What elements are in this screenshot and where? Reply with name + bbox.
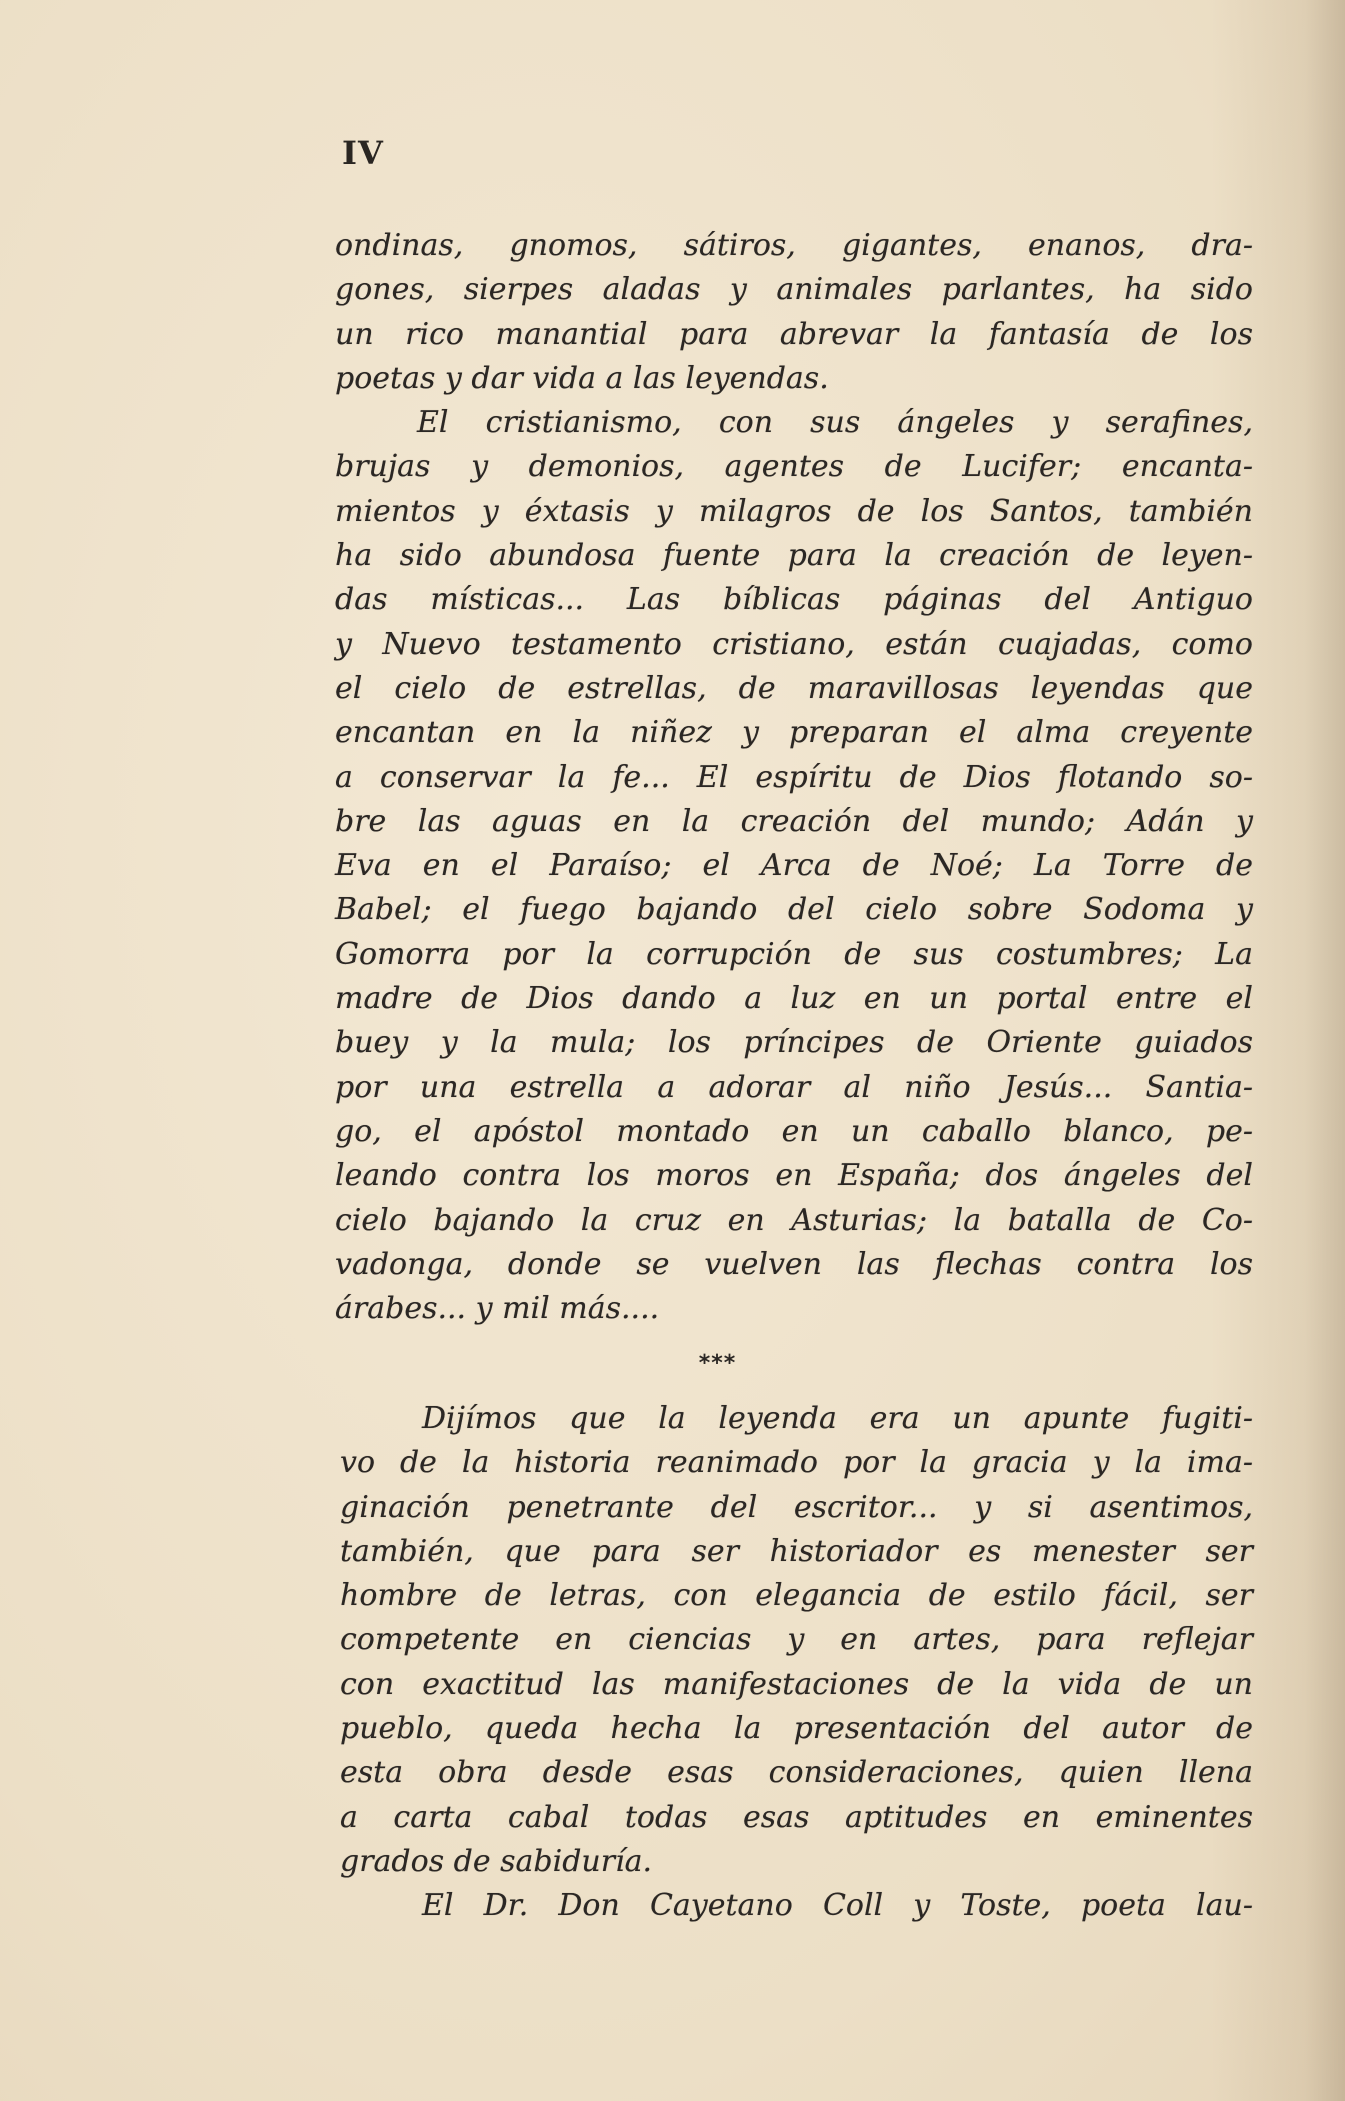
text-line: El Dr. Don Cayetano Coll y Toste, poeta lau- [422,1888,1253,1924]
text-line: ginación penetrante del escritor... y si asentimos, [340,1489,1253,1525]
text-line: buey y la mula; los príncipes de Oriente guiados [335,1025,1253,1061]
text-line: El cristianismo, con sus ángeles y serafines, [417,405,1253,441]
text-line: Dijímos que la leyenda era un apunte fugiti- [422,1401,1253,1436]
text-line: competente en ciencias y en artes, para reflejar [340,1622,1253,1658]
text-line: cielo bajando la cruz en Asturias; la batalla de Co- [335,1202,1253,1238]
text-line: vadonga, donde se vuelven las flechas contra los [335,1246,1253,1282]
text-line: ha sido abundosa fuente para la creación de leyen- [335,538,1253,574]
page-number: IV [342,134,384,172]
text-line: mientos y éxtasis y milagros de los Santos, también [335,493,1253,529]
text-line: también, que para ser historiador es menester ser [340,1533,1253,1569]
text-line: poetas y dar vida a las leyendas. [335,360,829,396]
text-line: Babel; el fuego bajando del cielo sobre Sodoma y [335,892,1253,928]
text-line: hombre de letras, con elegancia de estilo fácil, ser [340,1578,1253,1614]
text-line: das místicas... Las bíblicas páginas del Antiguo [335,582,1253,618]
text-line: y Nuevo testamento cristiano, están cuajadas, como [335,626,1253,662]
section-separator: *** [698,1351,737,1376]
text-line: leando contra los moros en España; dos ángeles del [335,1158,1253,1194]
text-line: el cielo de estrellas, de maravillosas leyendas que [335,670,1253,706]
text-line: vo de la historia reanimado por la gracia y la ima- [340,1445,1253,1481]
text-line: ondinas, gnomos, sátiros, gigantes, enanos, dra- [335,228,1253,263]
text-line: go, el apóstol montado en un caballo blanco, pe- [335,1113,1253,1149]
text-line: árabes... y mil más.... [335,1291,660,1327]
text-line: bre las aguas en la creación del mundo; Adán y [335,803,1253,839]
text-line: brujas y demonios, agentes de Lucifer; encanta- [335,449,1253,485]
body-text-block-2 [340,1397,1253,1929]
body-text-block [335,224,1253,1331]
text-line: Gomorra por la corrupción de sus costumbres; La [335,936,1253,972]
text-line: grados de sabiduría. [340,1843,653,1879]
text-line: un rico manantial para abrevar la fantasía de los [335,316,1253,352]
text-line: madre de Dios dando a luz en un portal entre el [335,981,1253,1017]
text-line: a conservar la fe... El espíritu de Dios flotando so- [335,759,1253,795]
text-line: encantan en la niñez y preparan el alma creyente [335,715,1253,751]
text-line: a carta cabal todas esas aptitudes en eminentes [340,1799,1253,1835]
text-line: esta obra desde esas consideraciones, quien llena [340,1755,1253,1791]
text-line: pueblo, queda hecha la presentación del autor de [340,1711,1253,1747]
text-line: por una estrella a adorar al niño Jesús... Santia- [335,1069,1253,1105]
text-line: gones, sierpes aladas y animales parlantes, ha sido [335,272,1253,308]
text-line: Eva en el Paraíso; el Arca de Noé; La Torre de [335,848,1253,884]
text-line: con exactitud las manifestaciones de la vida de un [340,1666,1253,1702]
